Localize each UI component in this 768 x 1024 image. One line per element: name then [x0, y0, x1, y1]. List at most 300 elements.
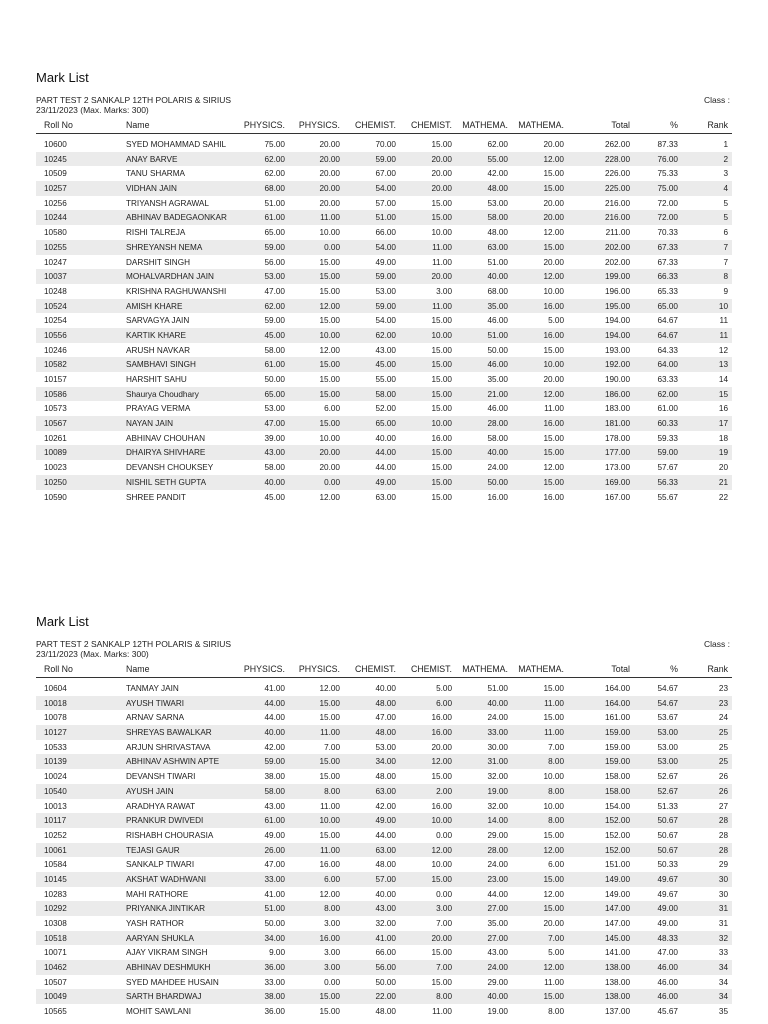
cell-roll-no: 10248 [44, 286, 67, 296]
cell-chemistry-2: 15.00 [431, 389, 452, 399]
cell-percent: 59.00 [657, 448, 678, 458]
cell-physics-1: 34.00 [264, 933, 285, 943]
cell-physics-1: 61.00 [264, 816, 285, 826]
cell-physics-2: 8.00 [324, 904, 340, 914]
header-maths-2: MATHEMA. [518, 664, 564, 674]
cell-roll-no: 10246 [44, 345, 67, 355]
cell-name: SYED MOHAMMAD SAHIL [126, 140, 227, 149]
cell-maths-2: 8.00 [548, 816, 564, 826]
cell-percent: 49.00 [657, 904, 678, 914]
cell-chemistry-2: 16.00 [431, 713, 452, 723]
cell-physics-2: 6.00 [324, 404, 340, 414]
cell-rank: 27 [718, 801, 728, 811]
cell-total: 154.00 [604, 801, 630, 811]
cell-percent: 46.00 [657, 992, 678, 1002]
cell-physics-1: 44.00 [264, 698, 285, 708]
cell-roll-no: 10292 [44, 904, 67, 914]
cell-maths-1: 58.00 [487, 213, 508, 223]
cell-maths-2: 15.00 [543, 345, 564, 355]
cell-maths-1: 50.00 [487, 345, 508, 355]
cell-maths-1: 68.00 [487, 286, 508, 296]
cell-physics-1: 39.00 [264, 433, 285, 443]
cell-chemistry-1: 22.00 [375, 992, 396, 1002]
cell-physics-1: 43.00 [264, 801, 285, 811]
cell-physics-1: 62.00 [264, 154, 285, 164]
cell-name: Shaurya Choudhary [126, 389, 199, 399]
cell-chemistry-2: 8.00 [436, 992, 452, 1002]
cell-total: 137.00 [604, 1007, 630, 1017]
cell-physics-1: 38.00 [264, 772, 285, 782]
marks-table-body [36, 137, 732, 504]
cell-chemistry-2: 11.00 [432, 242, 452, 252]
cell-physics-1: 58.00 [264, 463, 285, 473]
cell-total: 194.00 [604, 316, 630, 326]
cell-name: AMISH KHARE [126, 301, 183, 311]
table-row [36, 1004, 732, 1019]
cell-chemistry-2: 5.00 [436, 684, 452, 693]
cell-percent: 70.33 [657, 228, 678, 238]
cell-percent: 53.00 [657, 757, 678, 767]
cell-total: 181.00 [604, 419, 630, 429]
cell-maths-2: 15.00 [543, 477, 564, 487]
cell-chemistry-1: 52.00 [375, 404, 396, 414]
cell-roll-no: 10590 [44, 492, 67, 502]
cell-name: ARADHYA RAWAT [126, 801, 196, 811]
cell-chemistry-1: 63.00 [375, 845, 396, 855]
cell-name: DEVANSH TIWARI [126, 772, 196, 782]
table-row [36, 710, 732, 725]
cell-percent: 75.00 [657, 184, 678, 194]
cell-physics-1: 62.00 [264, 301, 285, 311]
cell-roll-no: 10524 [44, 301, 67, 311]
cell-maths-2: 15.00 [543, 830, 564, 840]
cell-chemistry-1: 56.00 [375, 963, 396, 973]
cell-roll-no: 10089 [44, 448, 67, 458]
table-row [36, 152, 732, 167]
cell-chemistry-1: 48.00 [375, 698, 396, 708]
cell-percent: 63.33 [657, 375, 678, 384]
cell-chemistry-1: 44.00 [375, 448, 396, 458]
cell-physics-2: 11.00 [320, 801, 340, 811]
cell-maths-2: 20.00 [543, 919, 564, 928]
table-row [36, 225, 732, 240]
cell-percent: 72.00 [657, 213, 678, 223]
table-row [36, 843, 732, 858]
cell-name: ARNAV SARNA [126, 713, 185, 723]
cell-roll-no: 10157 [44, 375, 67, 384]
cell-roll-no: 10509 [44, 169, 67, 179]
table-row [36, 828, 732, 843]
cell-chemistry-2: 15.00 [431, 977, 452, 987]
cell-maths-2: 6.00 [548, 860, 564, 870]
cell-rank: 16 [718, 404, 728, 414]
cell-chemistry-2: 15.00 [431, 463, 452, 473]
cell-percent: 76.00 [657, 154, 678, 164]
cell-name: SHREYANSH NEMA [126, 242, 203, 252]
header-maths-1: MATHEMA. [462, 120, 508, 130]
table-row [36, 475, 732, 490]
cell-chemistry-2: 15.00 [431, 345, 452, 355]
cell-physics-2: 12.00 [319, 492, 340, 502]
cell-name: PRAYAG VERMA [126, 404, 191, 414]
cell-maths-2: 12.00 [543, 154, 564, 164]
cell-maths-1: 46.00 [487, 316, 508, 326]
header-chemistry-2: CHEMIST. [410, 120, 452, 130]
cell-total: 164.00 [604, 698, 630, 708]
cell-chemistry-2: 20.00 [431, 742, 452, 752]
cell-maths-2: 15.00 [543, 433, 564, 443]
cell-chemistry-2: 10.00 [431, 419, 452, 429]
cell-chemistry-2: 3.00 [436, 904, 452, 914]
cell-physics-2: 3.00 [324, 963, 340, 973]
cell-roll-no: 10600 [44, 140, 67, 149]
cell-physics-1: 61.00 [264, 213, 285, 223]
cell-chemistry-1: 62.00 [375, 330, 396, 340]
cell-name: ANAY BARVE [126, 154, 178, 164]
header-total: Total [611, 664, 630, 674]
cell-rank: 12 [718, 345, 728, 355]
table-row [36, 445, 732, 460]
cell-maths-1: 19.00 [487, 786, 508, 796]
test-date-line: 23/11/2023 (Max. Marks: 300) [36, 649, 149, 659]
cell-name: MOHALVARDHAN JAIN [126, 272, 214, 282]
cell-roll-no: 10540 [44, 786, 67, 796]
cell-chemistry-2: 15.00 [431, 316, 452, 326]
cell-physics-2: 10.00 [319, 228, 340, 238]
cell-total: 216.00 [604, 213, 630, 223]
cell-maths-2: 10.00 [543, 801, 564, 811]
cell-percent: 56.33 [657, 477, 678, 487]
cell-chemistry-1: 43.00 [375, 345, 396, 355]
cell-physics-1: 33.00 [264, 874, 285, 884]
cell-maths-1: 28.00 [487, 845, 508, 855]
cell-maths-2: 15.00 [543, 684, 564, 693]
cell-physics-1: 43.00 [264, 448, 285, 458]
cell-rank: 17 [718, 419, 728, 429]
cell-percent: 66.33 [657, 272, 678, 282]
cell-maths-1: 51.00 [487, 330, 508, 340]
cell-physics-1: 50.00 [264, 919, 285, 928]
cell-percent: 49.00 [657, 919, 678, 928]
header-chemistry-1: CHEMIST. [354, 120, 396, 130]
cell-roll-no: 10037 [44, 272, 67, 282]
cell-name: SARVAGYA JAIN [126, 316, 190, 326]
cell-physics-1: 53.00 [264, 272, 285, 282]
cell-physics-2: 15.00 [319, 286, 340, 296]
cell-rank: 21 [718, 477, 728, 487]
cell-percent: 50.67 [657, 816, 678, 826]
cell-roll-no: 10018 [44, 698, 67, 708]
class-label: Class : [704, 95, 730, 105]
cell-roll-no: 10247 [44, 257, 67, 267]
cell-roll-no: 10604 [44, 684, 67, 693]
cell-physics-1: 68.00 [264, 184, 285, 194]
cell-chemistry-1: 70.00 [375, 140, 396, 149]
cell-roll-no: 10584 [44, 860, 67, 870]
cell-rank: 14 [718, 375, 728, 384]
cell-chemistry-1: 59.00 [375, 301, 396, 311]
cell-name: MAHI RATHORE [126, 889, 189, 899]
cell-maths-2: 12.00 [543, 228, 564, 238]
table-row [36, 916, 732, 931]
cell-chemistry-1: 47.00 [375, 713, 396, 723]
test-name: PART TEST 2 SANKALP 12TH POLARIS & SIRIUS [36, 95, 232, 105]
header-percent: % [670, 664, 678, 674]
cell-percent: 67.33 [657, 242, 678, 252]
cell-chemistry-2: 15.00 [431, 772, 452, 782]
cell-physics-2: 8.00 [324, 786, 340, 796]
cell-name: AJAY VIKRAM SINGH [126, 948, 208, 958]
table-row [36, 490, 732, 505]
cell-total: 192.00 [604, 360, 630, 370]
cell-chemistry-2: 6.00 [436, 698, 452, 708]
table-row [36, 313, 732, 328]
cell-physics-2: 12.00 [319, 889, 340, 899]
cell-maths-2: 16.00 [543, 301, 564, 311]
cell-rank: 11 [719, 330, 728, 340]
cell-maths-1: 19.00 [487, 1007, 508, 1017]
cell-percent: 60.33 [657, 419, 678, 429]
cell-physics-1: 41.00 [264, 889, 285, 899]
table-row [36, 299, 732, 314]
cell-percent: 50.67 [657, 830, 678, 840]
cell-maths-2: 8.00 [548, 757, 564, 767]
table-row [36, 431, 732, 446]
cell-rank: 26 [718, 772, 728, 782]
table-row [36, 813, 732, 828]
cell-maths-1: 33.00 [487, 728, 508, 738]
cell-chemistry-2: 10.00 [431, 816, 452, 826]
cell-rank: 30 [718, 889, 728, 899]
header-roll-no: Roll No [44, 664, 73, 674]
cell-physics-2: 20.00 [319, 184, 340, 194]
cell-maths-1: 48.00 [487, 184, 508, 194]
cell-maths-2: 20.00 [543, 140, 564, 149]
cell-maths-2: 12.00 [543, 272, 564, 282]
cell-roll-no: 10071 [44, 948, 67, 958]
cell-total: 161.00 [604, 713, 630, 723]
cell-maths-1: 35.00 [487, 301, 508, 311]
cell-name: SAMBHAVI SINGH [126, 360, 196, 370]
cell-physics-1: 33.00 [264, 977, 285, 987]
cell-chemistry-1: 59.00 [375, 154, 396, 164]
cell-physics-1: 45.00 [264, 330, 285, 340]
cell-chemistry-2: 16.00 [431, 728, 452, 738]
cell-rank: 13 [718, 360, 728, 370]
cell-rank: 28 [718, 816, 728, 826]
cell-physics-1: 61.00 [264, 360, 285, 370]
cell-total: 211.00 [605, 228, 630, 238]
cell-roll-no: 10078 [44, 713, 67, 723]
cell-chemistry-2: 15.00 [431, 874, 452, 884]
cell-maths-1: 14.00 [487, 816, 508, 826]
cell-maths-1: 16.00 [487, 492, 508, 502]
cell-maths-1: 40.00 [487, 698, 508, 708]
cell-chemistry-2: 20.00 [431, 184, 452, 194]
cell-physics-2: 10.00 [319, 433, 340, 443]
cell-physics-2: 15.00 [319, 992, 340, 1002]
cell-chemistry-1: 53.00 [375, 742, 396, 752]
cell-name: SANKALP TIWARI [126, 860, 195, 870]
cell-chemistry-2: 15.00 [431, 140, 452, 149]
cell-maths-2: 10.00 [543, 286, 564, 296]
cell-total: 177.00 [604, 448, 630, 458]
cell-chemistry-1: 48.00 [375, 860, 396, 870]
cell-name: SHREYAS BAWALKAR [126, 728, 212, 738]
cell-physics-2: 15.00 [319, 757, 340, 767]
cell-physics-1: 40.00 [264, 728, 285, 738]
cell-maths-2: 12.00 [543, 845, 564, 855]
cell-roll-no: 10533 [44, 742, 67, 752]
table-row [36, 754, 732, 769]
cell-name: TRIYANSH AGRAWAL [126, 198, 209, 208]
header-chemistry-1: CHEMIST. [354, 664, 396, 674]
cell-physics-1: 59.00 [264, 757, 285, 767]
cell-percent: 50.33 [657, 860, 678, 870]
cell-roll-no: 10556 [44, 330, 67, 340]
cell-maths-1: 40.00 [487, 992, 508, 1002]
cell-roll-no: 10283 [44, 889, 67, 899]
cell-percent: 67.33 [657, 257, 678, 267]
cell-roll-no: 10061 [44, 845, 67, 855]
cell-chemistry-2: 15.00 [431, 448, 452, 458]
cell-name: ARJUN SHRIVASTAVA [126, 742, 211, 752]
cell-name: SYED MAHDEE HUSAIN [126, 977, 219, 987]
cell-maths-2: 15.00 [543, 242, 564, 252]
table-row [36, 328, 732, 343]
cell-percent: 45.67 [657, 1007, 678, 1017]
cell-rank: 9 [723, 286, 728, 296]
cell-rank: 19 [718, 448, 728, 458]
cell-physics-1: 47.00 [264, 419, 285, 429]
cell-name: AYUSH TIWARI [126, 698, 185, 708]
cell-physics-1: 42.00 [264, 742, 285, 752]
cell-chemistry-2: 10.00 [431, 330, 452, 340]
cell-maths-1: 40.00 [487, 448, 508, 458]
cell-total: 186.00 [604, 389, 630, 399]
cell-percent: 53.67 [657, 713, 678, 723]
cell-maths-2: 5.00 [548, 948, 564, 958]
cell-total: 158.00 [604, 786, 630, 796]
cell-maths-1: 35.00 [487, 919, 508, 928]
cell-rank: 31 [718, 904, 728, 914]
cell-total: 145.00 [604, 933, 630, 943]
cell-maths-2: 10.00 [543, 360, 564, 370]
cell-maths-1: 44.00 [487, 889, 508, 899]
cell-roll-no: 10507 [44, 977, 67, 987]
cell-name: ABHINAV BADEGAONKAR [126, 213, 227, 223]
cell-chemistry-2: 20.00 [431, 933, 452, 943]
cell-chemistry-2: 0.00 [436, 830, 452, 840]
table-row [36, 945, 732, 960]
table-row [36, 284, 732, 299]
cell-physics-1: 36.00 [264, 1007, 285, 1017]
cell-rank: 1 [723, 140, 728, 149]
cell-total: 202.00 [604, 257, 630, 267]
cell-name: DHAIRYA SHIVHARE [126, 448, 206, 458]
cell-physics-1: 9.00 [269, 948, 285, 958]
cell-chemistry-2: 16.00 [431, 801, 452, 811]
cell-physics-2: 12.00 [319, 345, 340, 355]
cell-name: VIDHAN JAIN [126, 184, 177, 194]
cell-total: 228.00 [604, 154, 630, 164]
cell-physics-2: 20.00 [319, 154, 340, 164]
cell-chemistry-2: 20.00 [431, 169, 452, 179]
cell-maths-2: 12.00 [543, 963, 564, 973]
cell-name: RISHI TALREJA [126, 228, 186, 238]
cell-name: TANMAY JAIN [126, 684, 179, 693]
cell-maths-2: 20.00 [543, 375, 564, 384]
table-row [36, 887, 732, 902]
cell-roll-no: 10254 [44, 316, 67, 326]
cell-chemistry-1: 43.00 [375, 904, 396, 914]
header-percent: % [670, 120, 678, 130]
marks-table-body [36, 681, 732, 1019]
cell-maths-1: 29.00 [487, 830, 508, 840]
sheet-title: Mark List [36, 614, 89, 629]
cell-percent: 49.67 [657, 874, 678, 884]
cell-physics-2: 0.00 [324, 977, 340, 987]
table-header [36, 120, 732, 134]
cell-physics-2: 15.00 [319, 1007, 340, 1017]
cell-name: ABHINAV CHOUHAN [126, 433, 206, 443]
cell-roll-no: 10308 [44, 919, 67, 928]
cell-name: TEJASI GAUR [126, 845, 180, 855]
cell-rank: 8 [723, 272, 728, 282]
cell-chemistry-1: 48.00 [375, 728, 396, 738]
cell-maths-1: 23.00 [487, 874, 508, 884]
cell-chemistry-1: 54.00 [375, 242, 396, 252]
cell-chemistry-2: 10.00 [431, 228, 452, 238]
cell-chemistry-1: 50.00 [375, 977, 396, 987]
cell-physics-1: 40.00 [264, 477, 285, 487]
cell-chemistry-2: 12.00 [431, 757, 452, 767]
cell-maths-2: 11.00 [544, 404, 564, 414]
table-row [36, 196, 732, 211]
cell-percent: 62.00 [657, 389, 678, 399]
cell-maths-1: 62.00 [487, 140, 508, 149]
cell-percent: 52.67 [657, 786, 678, 796]
cell-total: 138.00 [604, 977, 630, 987]
cell-chemistry-1: 53.00 [375, 286, 396, 296]
cell-maths-2: 15.00 [543, 713, 564, 723]
cell-physics-1: 50.00 [264, 375, 285, 384]
cell-rank: 11 [719, 316, 728, 326]
cell-rank: 24 [718, 713, 728, 723]
cell-percent: 54.67 [657, 698, 678, 708]
cell-roll-no: 10139 [44, 757, 67, 767]
cell-maths-2: 8.00 [548, 1007, 564, 1017]
cell-total: 196.00 [604, 286, 630, 296]
cell-maths-1: 46.00 [487, 404, 508, 414]
cell-percent: 59.33 [657, 433, 678, 443]
table-row [36, 416, 732, 431]
cell-percent: 64.67 [657, 330, 678, 340]
cell-maths-1: 43.00 [487, 948, 508, 958]
cell-rank: 10 [718, 301, 728, 311]
table-row [36, 872, 732, 887]
cell-physics-2: 20.00 [319, 463, 340, 473]
cell-maths-2: 10.00 [543, 772, 564, 782]
cell-maths-1: 35.00 [487, 375, 508, 384]
class-label: Class : [704, 639, 730, 649]
cell-physics-2: 0.00 [324, 242, 340, 252]
cell-physics-1: 53.00 [264, 404, 285, 414]
cell-maths-2: 7.00 [548, 933, 564, 943]
cell-physics-2: 16.00 [319, 933, 340, 943]
cell-roll-no: 10024 [44, 772, 67, 782]
cell-chemistry-1: 49.00 [375, 816, 396, 826]
